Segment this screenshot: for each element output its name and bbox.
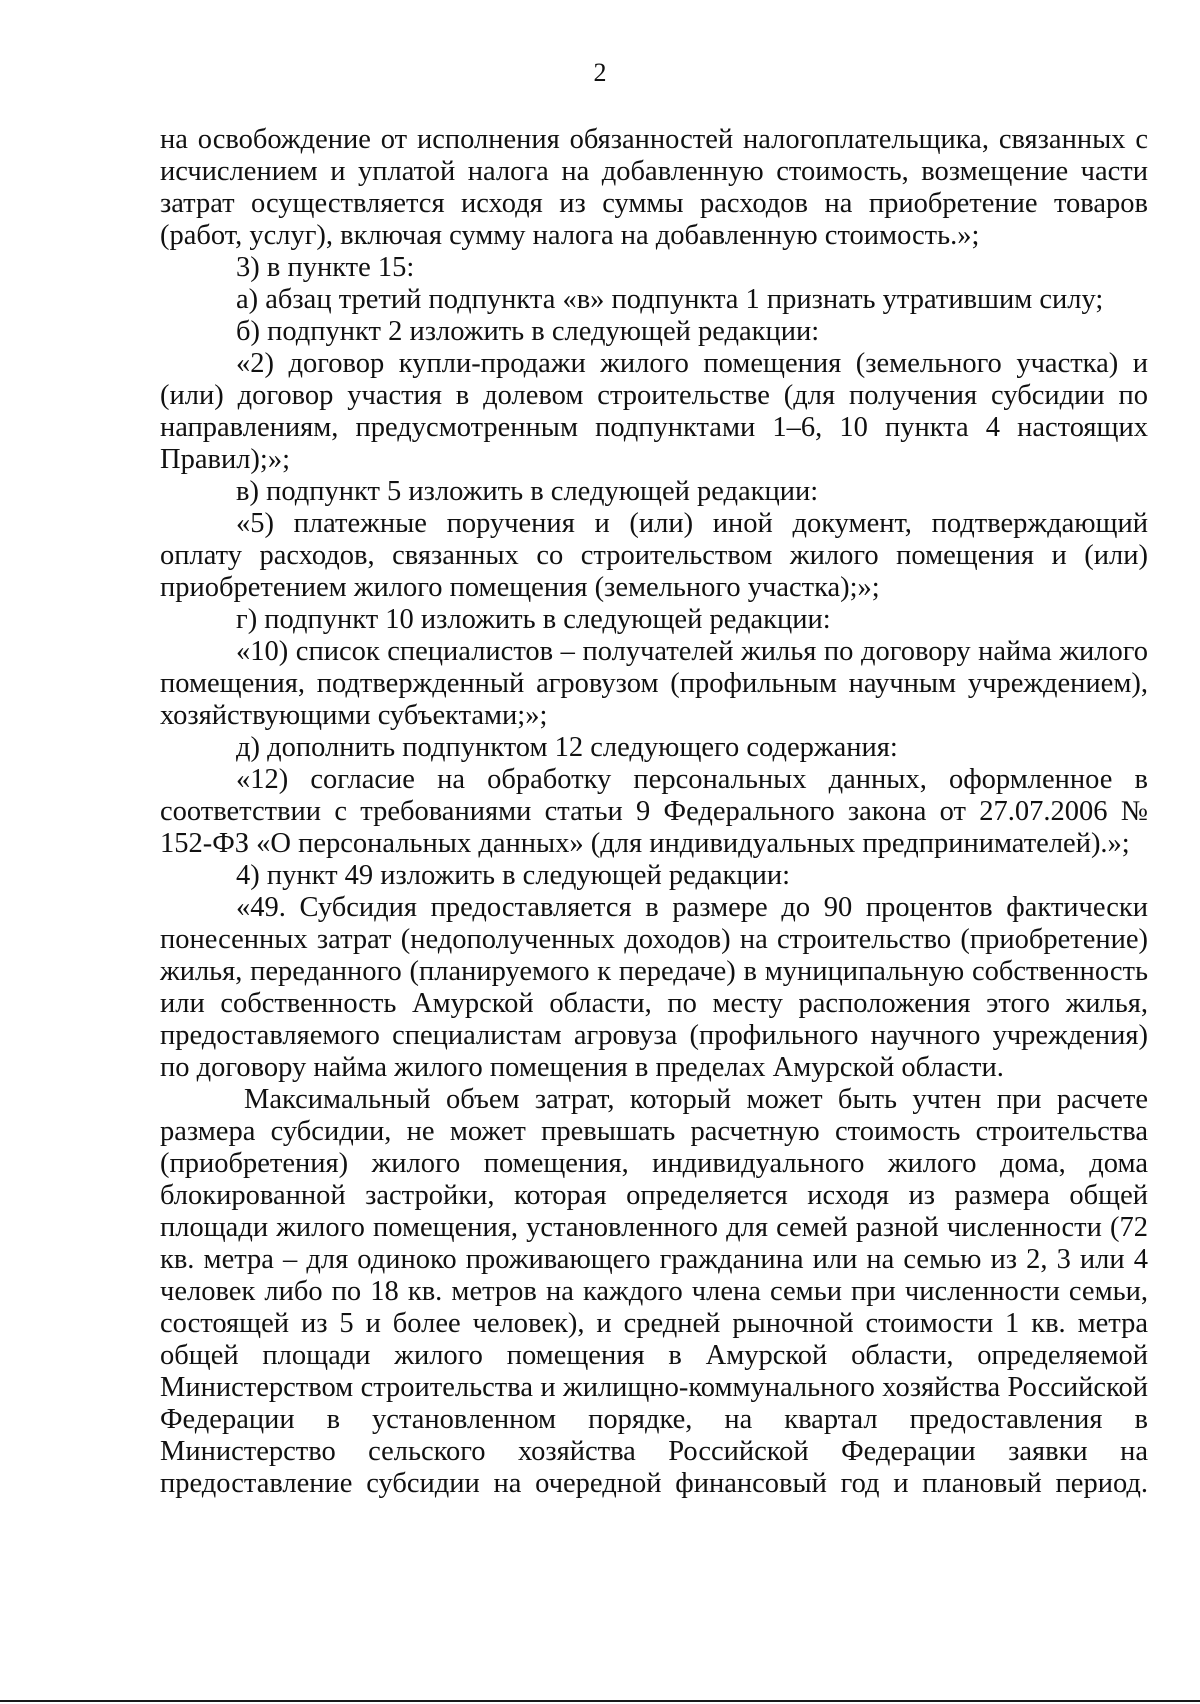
paragraph-subitem-a: а) абзац третий подпункта «в» подпункта 1 признать утратившим силу; [236,284,1104,315]
document-body [160,124,1148,1500]
paragraph-quote-5: «5) платежные поручения и (или) иной документ, подтверждающий оплату расходов, связанных со строительством жилого помещения и (или) приобретением жилого помещения (земельного участка);»; [160,508,1148,603]
page-number: 2 [593,58,607,87]
paragraph-quote-2: «2) договор купли-продажи жилого помещения (земельного участка) и (или) договор участия в долевом строительстве (для получения субсидии по направлениям, предусмотренным подпунктами 1–6, 10 пункта 4 настоящих Правил);»; [160,348,1148,475]
paragraph-quote-10: «10) список специалистов – получателей жилья по договору найма жилого помещения, подтвержденный агровузом (профильным научным учреждением), хозяйствующими субъектами;»; [160,636,1148,731]
paragraph-quote-12: «12) согласие на обработку персональных данных, оформленное в соответствии с требованиями статьи 9 Федерального закона от 27.07.2006 № 152-ФЗ «О персональных данных» (для индивидуальных предпринимателей).»; [160,764,1148,859]
paragraph-subitem-v: в) подпункт 5 изложить в следующей редакции: [236,476,819,507]
paragraph-subitem-b: б) подпункт 2 изложить в следующей редакции: [236,316,820,347]
paragraph-quote-49: «49. Субсидия предоставляется в размере до 90 процентов фактически понесенных затрат (недополученных доходов) на строительство (приобретение) жилья, переданного (планируемого к передаче) в муниципальную собственность или собственность Амурской области, по месту расположения этого жилья, предоставляемого специалистам агровуза (профильного научного учреждения) по договору найма жилого помещения в пределах Амурской области. [160,892,1148,1083]
paragraph-subitem-g: г) подпункт 10 изложить в следующей редакции: [236,604,831,635]
paragraph-subitem-d: д) дополнить подпунктом 12 следующего содержания: [236,732,898,763]
paragraph-item-3: 3) в пункте 15: [236,252,415,283]
paragraph-continuation: на освобождение от исполнения обязанностей налогоплательщика, связанных с исчислением и уплатой налога на добавленную стоимость, возмещение части затрат осуществляется исходя из суммы расходов на приобретение товаров (работ, услуг), включая сумму налога на добавленную стоимость.»; [160,124,1148,251]
paragraph-max-cost: Максимальный объем затрат, который может быть учтен при расчете размера субсидии, не может превышать расчетную стоимость строительства (приобретения) жилого помещения, индивидуального жилого дома, дома блокированной застройки, которая определяется исходя из размера общей площади жилого помещения, установленного для семей разной численности (72 кв. метра – для одиноко проживающего гражданина или на семью из 2, 3 или 4 человек либо по 18 кв. метров на каждого члена семьи при численности семьи, состоящей из 5 и более человек), и средней рыночной стоимости 1 кв. метра общей площади жилого помещения в Амурской области, определяемой Министерством строительства и жилищно-коммунального хозяйства Российской Федерации в установленном порядке, на квартал предоставления в Министерство сельского хозяйства Российской Федерации заявки на предоставление субсидии на очередной финансовый год и плановый период. [160,1084,1148,1499]
paragraph-item-4: 4) пункт 49 изложить в следующей редакции: [236,860,791,891]
bottom-edge-line [0,1700,1200,1702]
